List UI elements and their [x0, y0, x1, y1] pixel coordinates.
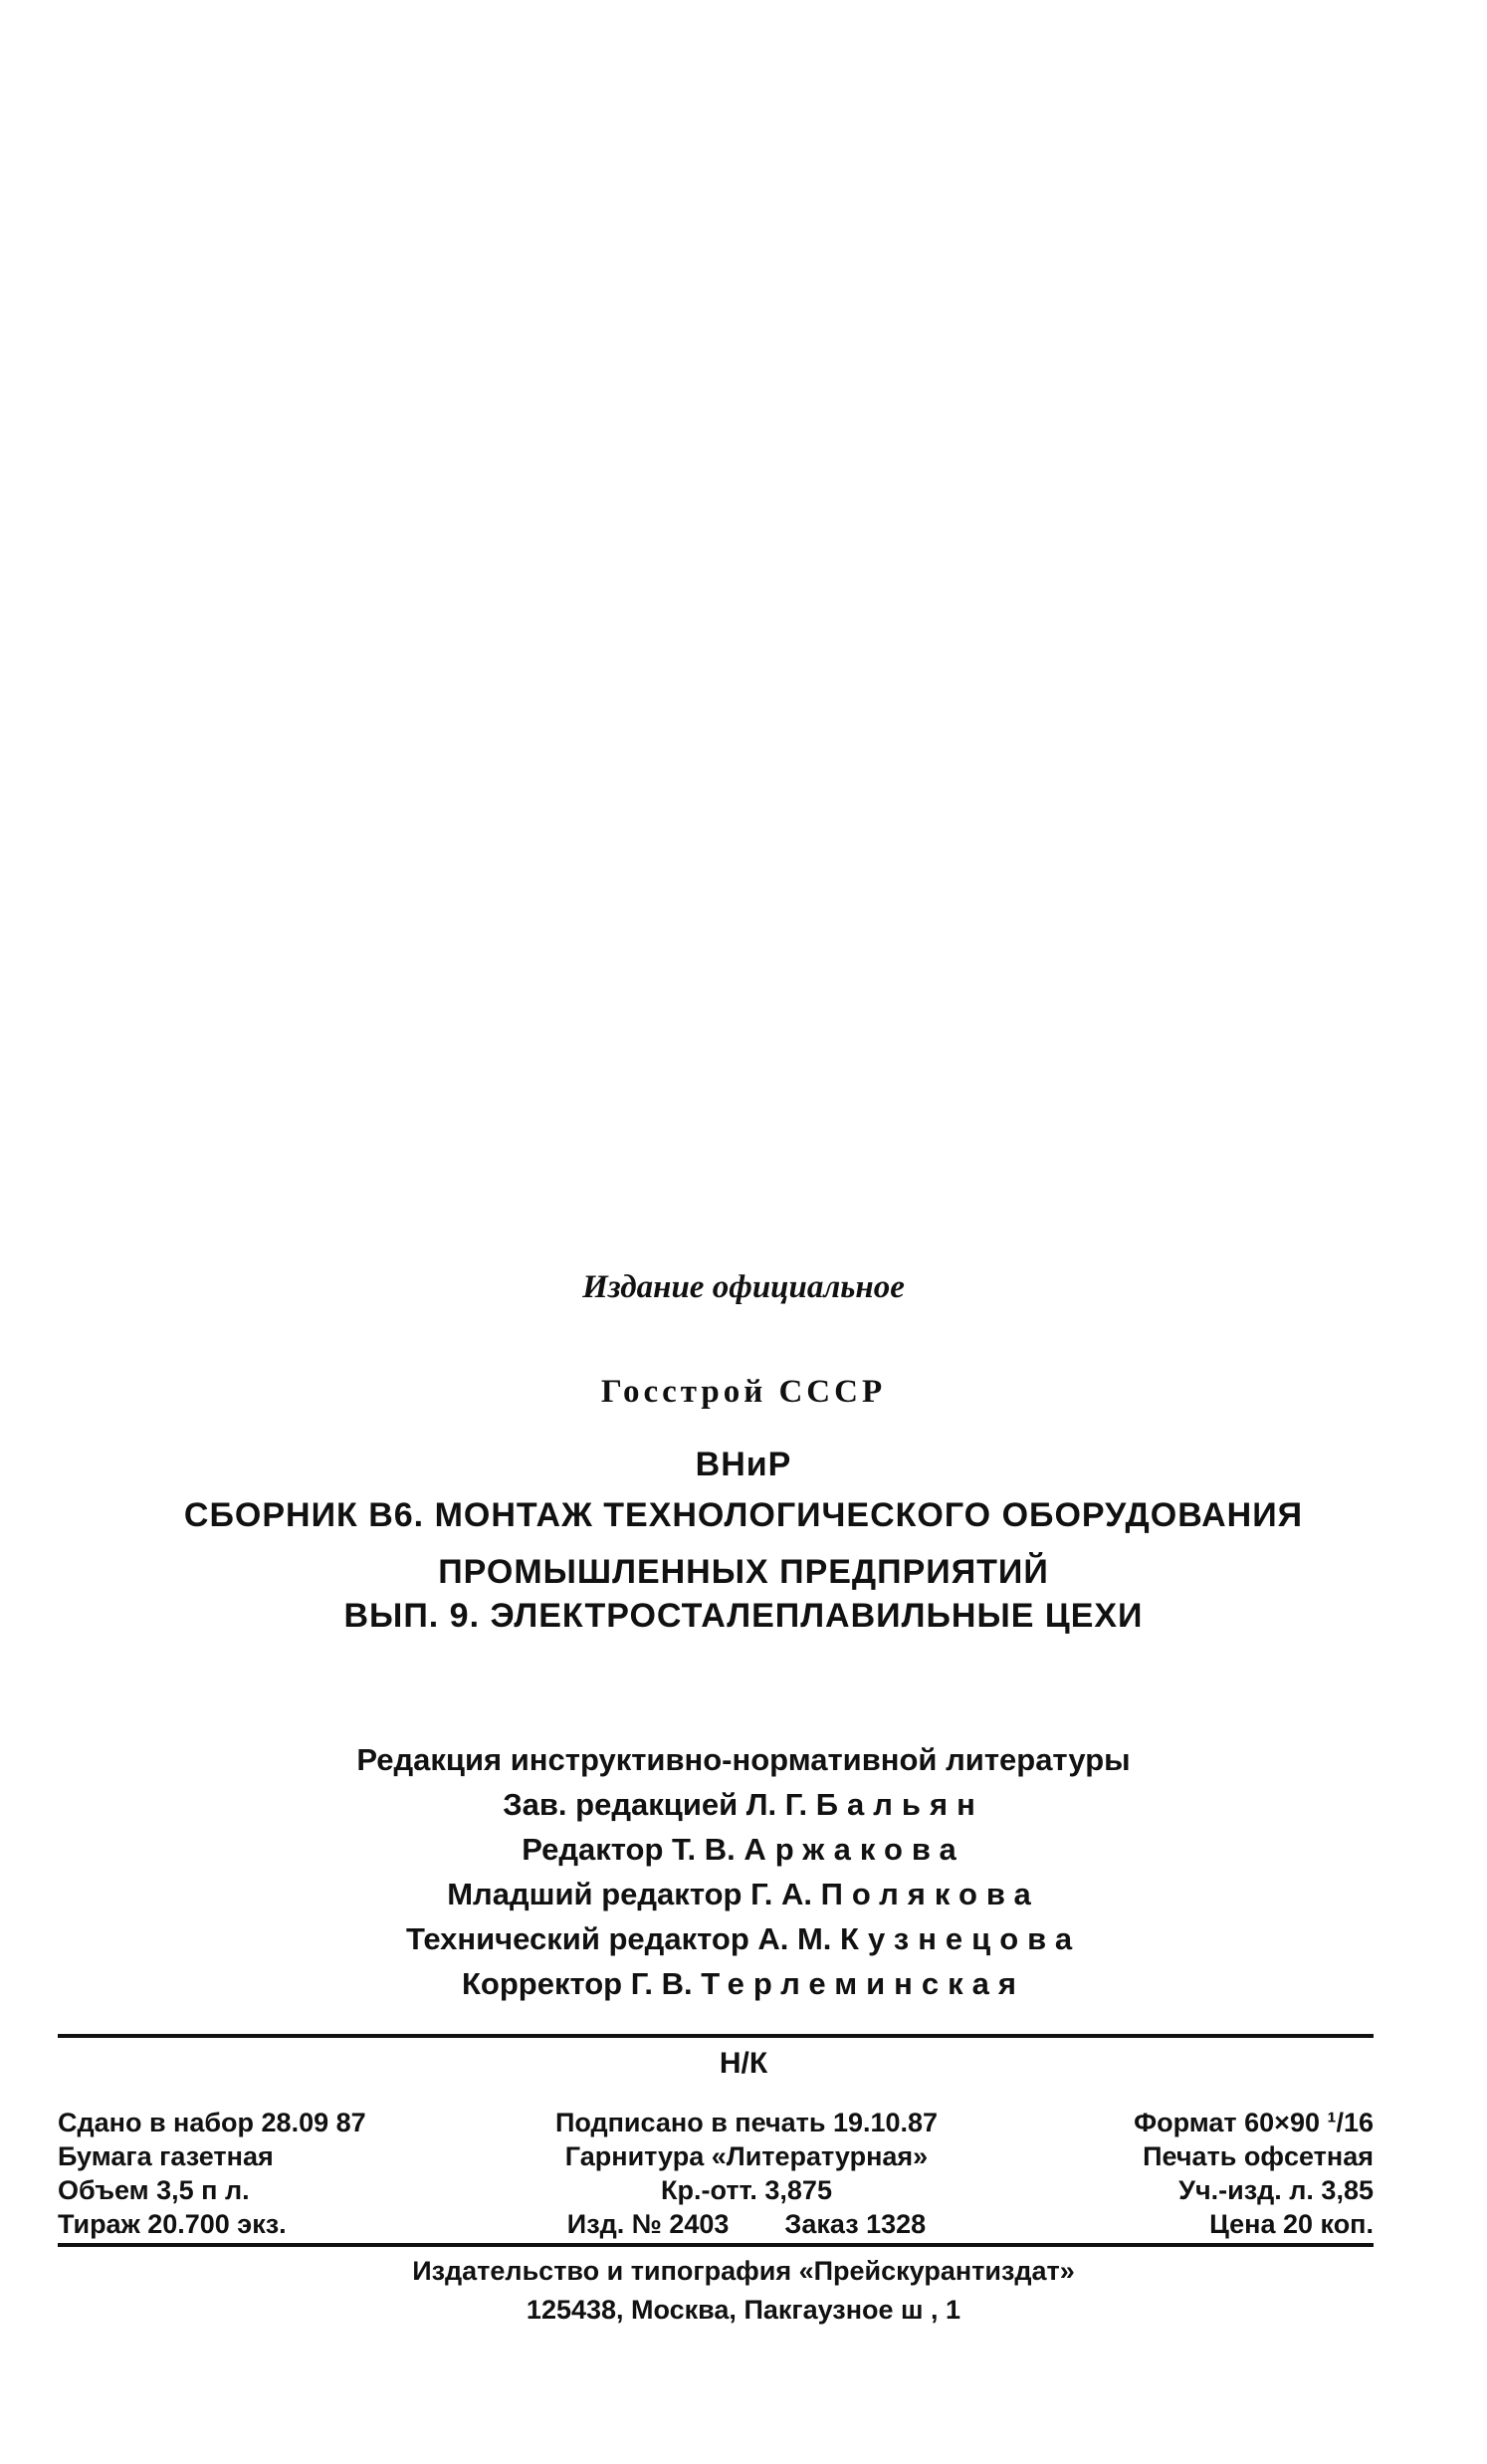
imprint-item: Печать офсетная — [1143, 2141, 1374, 2171]
imprint-right-column — [1134, 2106, 1374, 2241]
credit-tech-editor — [0, 1921, 1487, 1957]
title-line-1: СБОРНИК В6. МОНТАЖ ТЕХНОЛОГИЧЕСКОГО ОБОРУДОВАНИЯ — [183, 1496, 1304, 1534]
imprint-item-izd-order — [428, 2207, 1065, 2241]
imprint-item: Формат 60×90 ¹/16 — [1134, 2108, 1374, 2137]
credit-proofreader — [0, 1966, 1487, 2002]
publisher-address: 125438, Москва, Пакгаузное ш , 1 — [526, 2295, 961, 2325]
publisher-name: Издательство и типография «Прейскурантиздат» — [412, 2256, 1075, 2286]
imprint-item: Объем 3,5 п л. — [58, 2175, 250, 2205]
order-number: Заказ 1328 — [784, 2209, 927, 2239]
agency-name: Госстрой СССР — [600, 1374, 887, 1410]
credit-head-editor — [0, 1787, 1487, 1823]
imprint-item: Кр.-отт. 3,875 — [661, 2175, 832, 2205]
izd-number: Изд. № 2403 — [566, 2209, 730, 2239]
credit-role: Младший редактор Г. А. — [447, 1877, 812, 1911]
top-rule — [58, 2034, 1374, 2038]
imprint-item: Тираж 20.700 экз. — [58, 2209, 287, 2239]
credit-name: Полякова — [820, 1877, 1040, 1911]
credit-name: Терлеминская — [701, 1966, 1025, 2001]
credit-junior-editor — [0, 1877, 1487, 1912]
credit-role: Корректор Г. В. — [461, 1966, 693, 2001]
credit-editor — [0, 1832, 1487, 1868]
credit-name: Бальян — [815, 1787, 984, 1822]
edition-note: Издание официальное — [582, 1269, 905, 1305]
credit-name: Аржакова — [744, 1832, 965, 1867]
imprint-item: Гарнитура «Литературная» — [564, 2141, 929, 2171]
bottom-rule — [58, 2243, 1374, 2247]
credit-role: Редактор Т. В. — [522, 1832, 736, 1867]
credit-role: Технический редактор А. М. — [405, 1921, 832, 1956]
imprint-code: Н/К — [719, 2047, 768, 2080]
editorial-office: Редакция инструктивно-нормативной литературы — [356, 1742, 1131, 1777]
imprint-item: Уч.-изд. л. 3,85 — [1178, 2175, 1374, 2205]
title-line-2: ПРОМЫШЛЕННЫХ ПРЕДПРИЯТИЙ — [438, 1553, 1049, 1591]
document-code: ВНиР — [695, 1446, 792, 1483]
title-line-3: ВЫП. 9. ЭЛЕКТРОСТАЛЕПЛАВИЛЬНЫЕ ЦЕХИ — [343, 1597, 1144, 1635]
credit-role: Зав. редакцией Л. Г. — [503, 1787, 808, 1822]
imprint-item: Цена 20 коп. — [1209, 2209, 1374, 2239]
credit-name: Кузнецова — [840, 1921, 1082, 1956]
imprint-item: Подписано в печать 19.10.87 — [554, 2108, 939, 2137]
imprint-left-column — [58, 2106, 366, 2241]
imprint-middle-column — [428, 2106, 1065, 2241]
imprint-item: Бумага газетная — [58, 2141, 274, 2171]
imprint-item: Сдано в набор 28.09 87 — [58, 2108, 366, 2137]
